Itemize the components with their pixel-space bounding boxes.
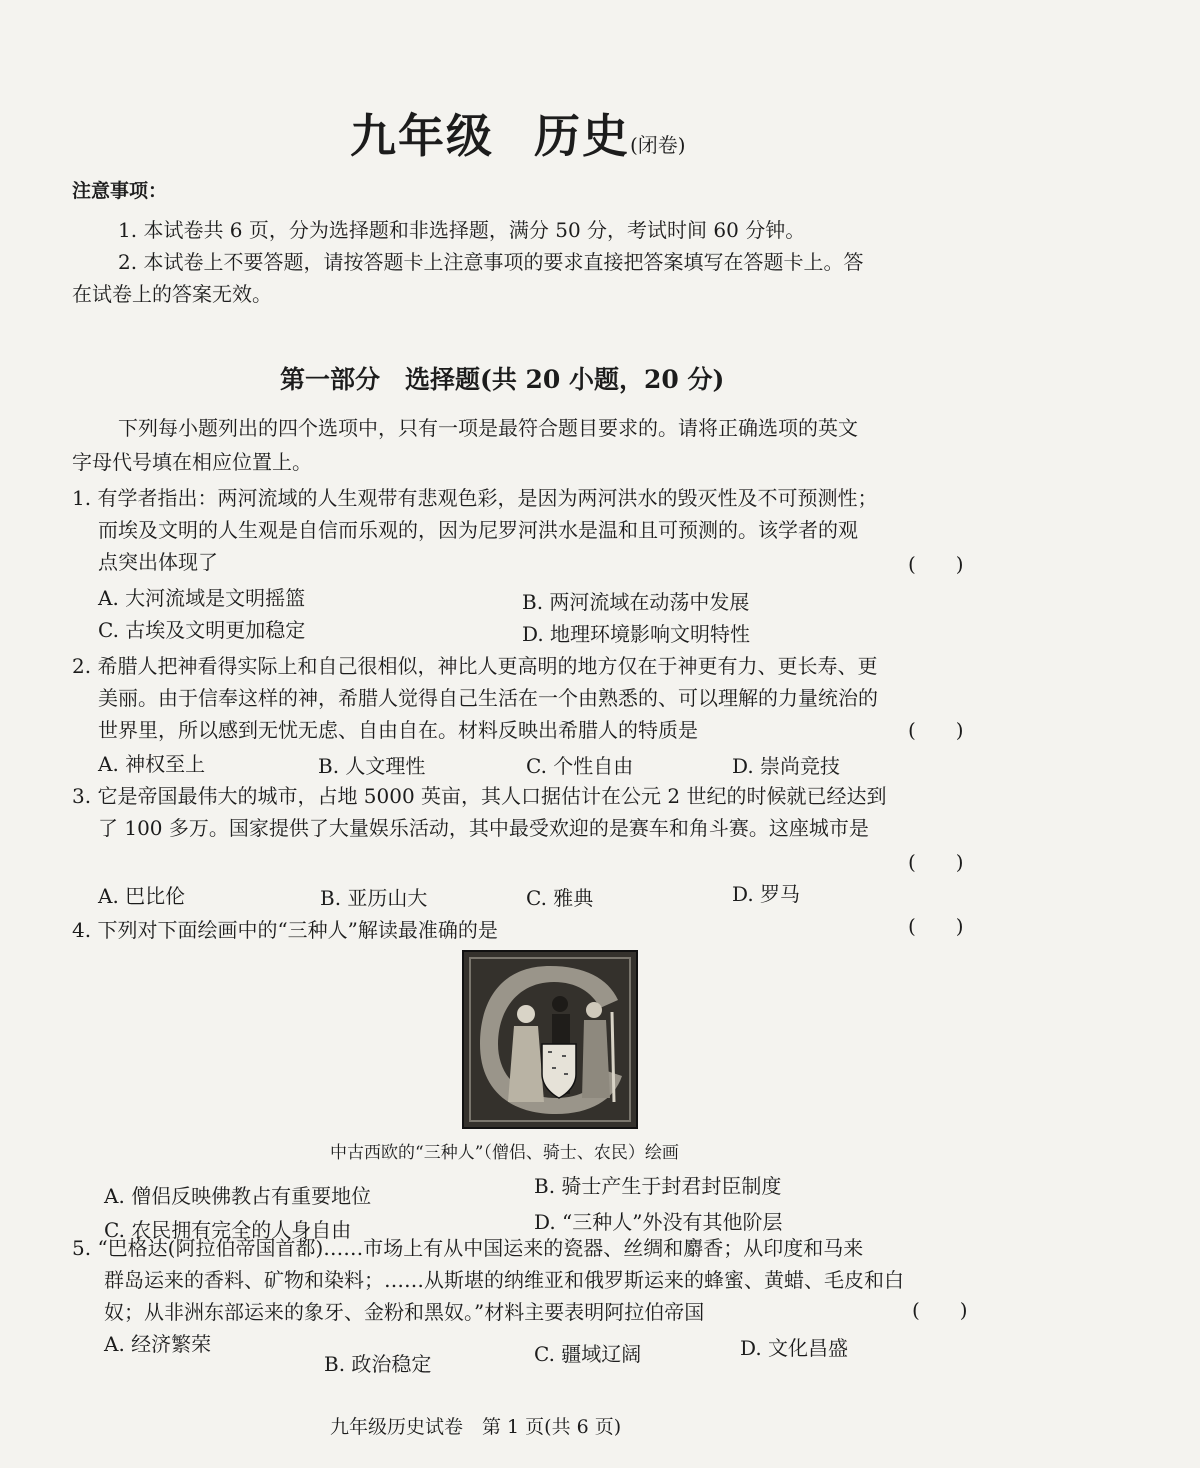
question-3-option-d: D. 罗马 — [732, 882, 801, 906]
question-3-line-1: 3. 它是帝国最伟大的城市，占地 5000 英亩，其人口据估计在公元 2 世纪的时候就已经达到 — [72, 784, 887, 808]
question-1-option-b: B. 两河流域在动荡中发展 — [522, 590, 750, 614]
question-3-line-2: 了 100 多万。国家提供了大量娱乐活动，其中最受欢迎的是赛车和角斗赛。这座城市是 — [98, 816, 869, 840]
question-2-option-a: A. 神权至上 — [98, 752, 206, 776]
illuminated-initial-image — [464, 952, 636, 1127]
notice-item-1: 1. 本试卷共 6 页，分为选择题和非选择题，满分 50 分，考试时间 60 分钟。 — [118, 218, 806, 242]
question-5-answer-blank: ( ) — [912, 1298, 968, 1322]
section-title: 第一部分 选择题(共 20 小题，20 分) — [280, 365, 725, 394]
notice-item-2-line-2: 在试卷上的答案无效。 — [72, 282, 272, 306]
title-subject: 历史 — [534, 109, 630, 163]
section-instruction-line-1: 下列每小题列出的四个选项中，只有一项是最符合题目要求的。请将正确选项的英文 — [118, 416, 858, 440]
question-1-answer-blank: ( ) — [908, 552, 964, 576]
section-instruction-line-2: 字母代号填在相应位置上。 — [72, 450, 312, 474]
title-subtitle: (闭卷) — [630, 133, 686, 157]
notice-item-2-line-1: 2. 本试卷上不要答题，请按答题卡上注意事项的要求直接把答案填写在答题卡上。答 — [118, 250, 864, 274]
question-2-option-c: C. 个性自由 — [526, 754, 634, 778]
three-estates-painting — [462, 950, 638, 1129]
question-5-option-a: A. 经济繁荣 — [104, 1332, 212, 1356]
question-1-line-1: 1. 有学者指出：两河流域的人生观带有悲观色彩，是因为两河洪水的毁灭性及不可预测性； — [72, 486, 878, 510]
question-2-line-1: 2. 希腊人把神看得实际上和自己很相似，神比人更高明的地方仅在于神更有力、更长寿、更 — [72, 654, 878, 678]
question-5-line-2: 群岛运来的香料、矿物和染料；……从斯堪的纳维亚和俄罗斯运来的蜂蜜、黄蜡、毛皮和白 — [104, 1268, 904, 1292]
question-1-line-3: 点突出体现了 — [98, 550, 218, 574]
question-4-option-c: C. 农民拥有完全的人身自由 — [104, 1218, 352, 1242]
page-footer: 九年级历史试卷 第 1 页(共 6 页) — [330, 1416, 622, 1438]
title-grade: 九年级 — [350, 109, 494, 163]
page-title — [350, 100, 686, 166]
question-4-answer-blank: ( ) — [908, 914, 964, 938]
question-5-line-3: 奴；从非洲东部运来的象牙、金粉和黑奴。”材料主要表明阿拉伯帝国 — [104, 1300, 705, 1324]
question-3-option-b: B. 亚历山大 — [320, 886, 428, 910]
question-5-option-b: B. 政治稳定 — [324, 1352, 432, 1376]
notice-heading: 注意事项： — [72, 180, 168, 202]
figure-caption: 中古西欧的“三种人”（僧侣、骑士、农民）绘画 — [330, 1143, 679, 1163]
question-2-answer-blank: ( ) — [908, 718, 964, 742]
question-3-option-c: C. 雅典 — [526, 886, 594, 910]
question-2-line-3: 世界里，所以感到无忧无虑、自由自在。材料反映出希腊人的特质是 — [98, 718, 698, 742]
question-1-line-2: 而埃及文明的人生观是自信而乐观的，因为尼罗河洪水是温和且可预测的。该学者的观 — [98, 518, 858, 542]
question-4-line-1: 4. 下列对下面绘画中的“三种人”解读最准确的是 — [72, 918, 498, 942]
question-1-option-c: C. 古埃及文明更加稳定 — [98, 618, 306, 642]
question-4-option-b: B. 骑士产生于封君封臣制度 — [534, 1174, 782, 1198]
question-3-answer-blank: ( ) — [908, 850, 964, 874]
question-5-line-1: 5. “巴格达(阿拉伯帝国首都)……市场上有从中国运来的瓷器、丝绸和麝香；从印度和马来 — [72, 1236, 864, 1260]
question-2-option-d: D. 崇尚竞技 — [732, 754, 841, 778]
question-3-option-a: A. 巴比伦 — [98, 884, 186, 908]
question-5-option-c: C. 疆域辽阔 — [534, 1342, 642, 1366]
question-4-option-a: A. 僧侣反映佛教占有重要地位 — [104, 1184, 372, 1208]
question-4-option-d: D. “三种人”外没有其他阶层 — [534, 1210, 783, 1234]
question-1-option-a: A. 大河流域是文明摇篮 — [98, 586, 306, 610]
question-2-option-b: B. 人文理性 — [318, 754, 426, 778]
question-2-line-2: 美丽。由于信奉这样的神，希腊人觉得自己生活在一个由熟悉的、可以理解的力量统治的 — [98, 686, 878, 710]
question-5-option-d: D. 文化昌盛 — [740, 1336, 849, 1360]
question-1-option-d: D. 地理环境影响文明特性 — [522, 622, 751, 646]
